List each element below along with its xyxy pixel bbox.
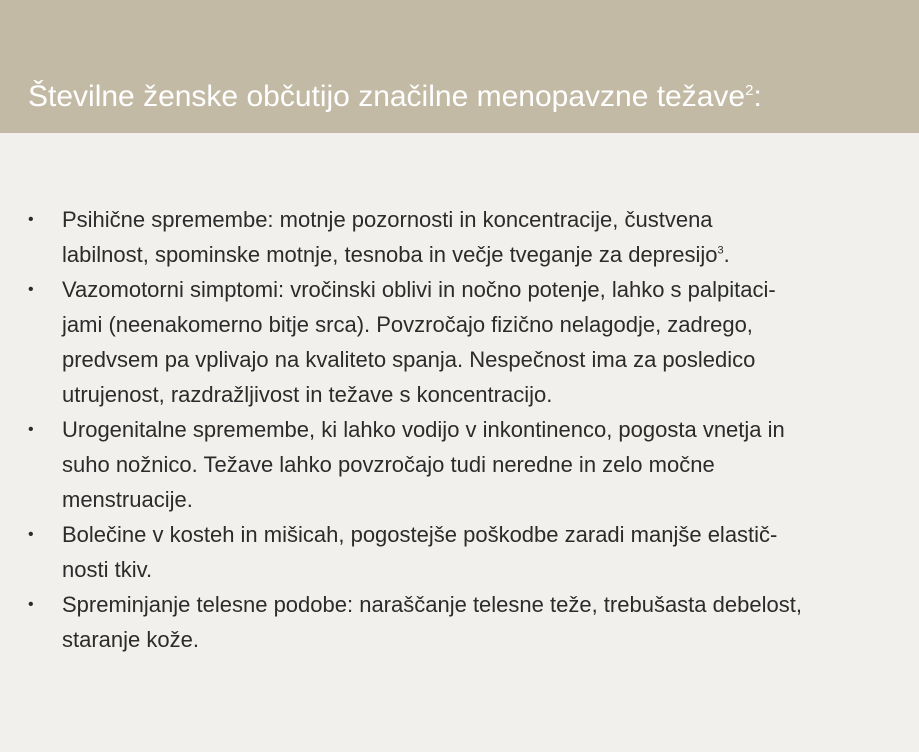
list-item <box>0 412 919 517</box>
text-line: Vazomotorni simptomi: vročinski oblivi in nočno potenje, lahko s palpitaci- <box>62 277 776 302</box>
title-suffix: : <box>753 80 762 113</box>
footnote-reference: 3 <box>717 244 724 257</box>
list-item <box>0 202 919 272</box>
text-line: Spreminjanje telesne podobe: naraščanje telesne teže, trebušasta debelost, <box>62 592 802 617</box>
bullet-icon: • <box>28 211 34 228</box>
text-line: Urogenitalne spremembe, ki lahko vodijo v inkontinenco, pogosta vnetja in <box>62 417 785 442</box>
bullet-icon: • <box>28 281 34 298</box>
text-line: jami (neenakomerno bitje srca). Povzročajo fizično nelagodje, zadrego, <box>62 312 753 337</box>
bullet-icon: • <box>28 421 34 438</box>
text-line: labilnost, spominske motnje, tesnoba in večje tveganje za depresijo$^3$. <box>62 242 730 267</box>
bullet-icon: • <box>28 526 34 543</box>
text-line: nosti tkiv. <box>62 557 153 582</box>
text-line: suho nožnico. Težave lahko povzročajo tudi neredne in zelo močne <box>62 452 715 477</box>
text-line: predvsem pa vplivajo na kvaliteto spanja. Nespečnost ima za posledico <box>62 347 756 372</box>
text-line: Bolečine v kosteh in mišicah, pogostejše poškodbe zaradi manjše elastič- <box>62 522 778 547</box>
text-line: utrujenost, razdražljivost in težave s koncentracijo. <box>62 382 553 407</box>
list-item <box>0 587 919 657</box>
list-item-text <box>62 412 899 517</box>
list-item-text <box>62 587 899 657</box>
list-item-text <box>62 272 899 412</box>
text-line: Psihične spremembe: motnje pozornosti in koncentracije, čustvena <box>62 207 713 232</box>
list-item-text <box>62 202 899 272</box>
text-line: menstruacije. <box>62 487 193 512</box>
bullet-icon: • <box>28 596 34 613</box>
symptom-list <box>0 202 919 657</box>
list-item <box>0 517 919 587</box>
header-banner <box>0 0 919 133</box>
page-title <box>28 79 762 115</box>
text-line: staranje kože. <box>62 627 199 652</box>
title-reference: 2 <box>745 82 754 99</box>
title-text: Številne ženske občutijo značilne menopavzne težave <box>28 80 746 113</box>
list-item-text <box>62 517 899 587</box>
list-item <box>0 272 919 412</box>
